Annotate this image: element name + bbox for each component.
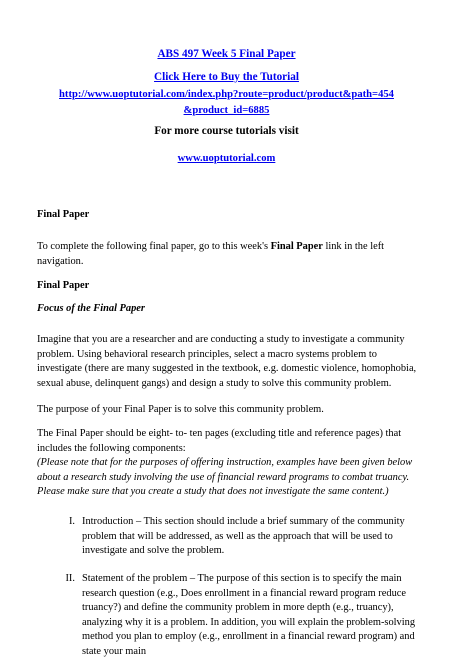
purpose-paragraph: The purpose of your Final Paper is to solve this community problem.	[37, 404, 324, 415]
product-url-line2[interactable]: &product_id=6885	[183, 105, 270, 116]
site-link-row[interactable]	[0, 148, 453, 166]
list-number-1: I.	[68, 516, 75, 527]
list-item-statement-of-problem: Statement of the problem – The purpose of this section is to specify the main research question (e.g., Does enrollment in a financial reward program reduce truancy?) and define the community problem in more depth (e.g., truancy), analyzing why it is a problem. In addition, you will explain the problem-solving method you plan to employ (e.g., enrollment in a financial reward program) and state your main	[82, 573, 416, 657]
site-link[interactable]: www.uoptutorial.com	[177, 153, 276, 164]
section-heading-final-paper-2: Final Paper	[37, 280, 90, 291]
final-paper-link-ref: Final Paper	[270, 241, 323, 252]
intro-paragraph	[37, 240, 417, 269]
pages-paragraph: The Final Paper should be eight- to- ten pages (excluding title and reference pages) that includes the following components:	[37, 428, 402, 454]
document-title[interactable]	[0, 48, 453, 60]
focus-heading: Focus of the Final Paper	[37, 303, 145, 314]
more-tutorials-text: For more course tutorials visit	[154, 125, 299, 137]
note-paragraph: (Please note that for the purposes of offering instruction, examples have been given below about a research study involving the use of financial reward programs to combat truancy. Please make sure that you create a study that does not investigate the same content.)	[37, 457, 413, 498]
buy-tutorial-row[interactable]	[0, 71, 453, 83]
title-link[interactable]: ABS 497 Week 5 Final Paper	[157, 48, 296, 60]
list-number-2: II.	[65, 573, 75, 584]
product-url-row[interactable]	[0, 86, 453, 118]
section-heading-final-paper: Final Paper	[37, 209, 90, 220]
intro-text-pre: To complete the following final paper, go to this week's	[37, 241, 271, 252]
imagine-paragraph: Imagine that you are a researcher and are conducting a study to investigate a community problem. Using behavioral research principles, select a macro systems problem to investigate (there are many suggested in the textbook, e.g. domestic violence, homophobia, sexual abuse, delinquent gangs) and design a study to solve this community problem.	[37, 334, 417, 389]
product-url-line1[interactable]: http://www.uoptutorial.com/index.php?route=product/product&path=454	[59, 89, 394, 100]
intro-text-post: link in the left navigation.	[37, 241, 385, 267]
list-item-introduction: Introduction – This section should include a brief summary of the community problem that will be addressed, as well as the approach that will be used to investigate and solve the problem.	[82, 516, 405, 557]
buy-tutorial-link[interactable]: Click Here to Buy the Tutorial	[154, 71, 299, 83]
